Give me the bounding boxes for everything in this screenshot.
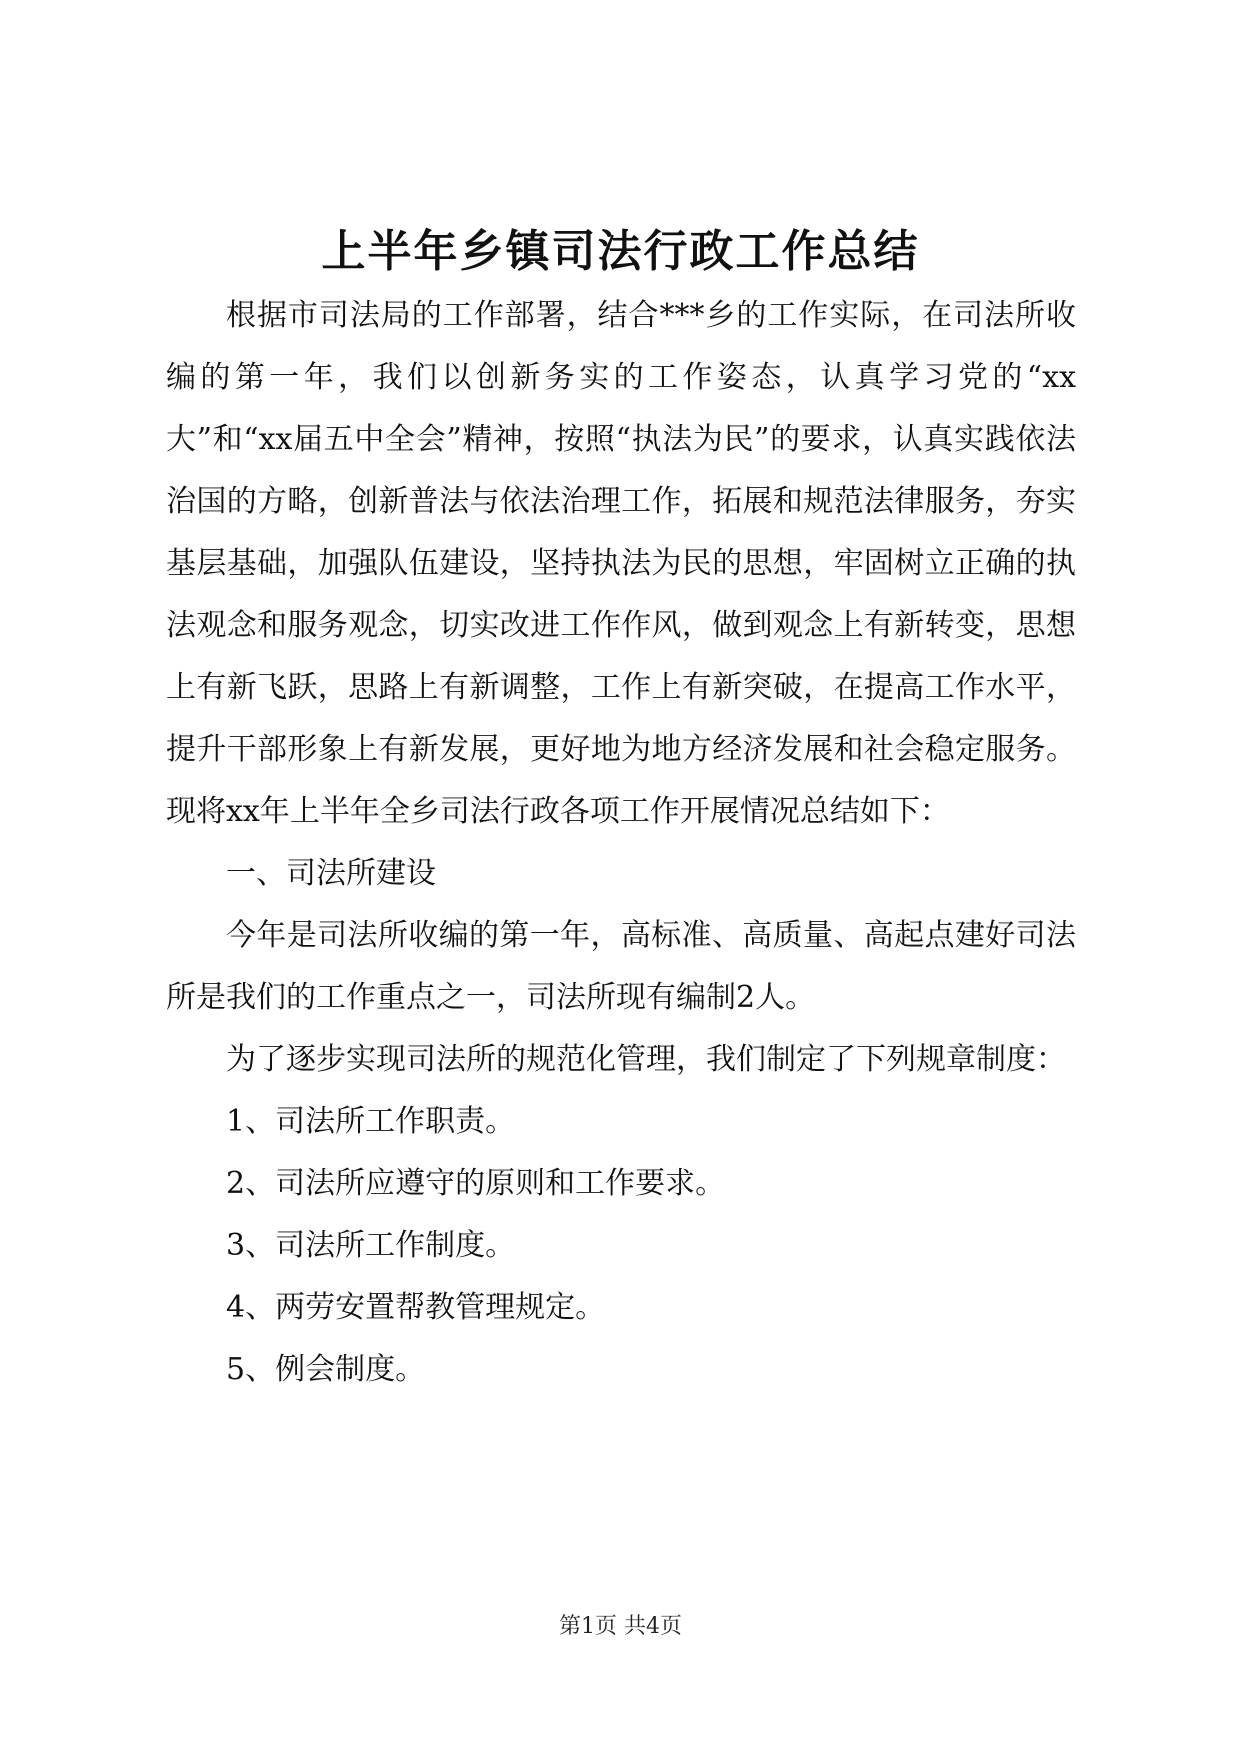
list-item: 2、司法所应遵守的原则和工作要求。 xyxy=(226,1166,726,1201)
paragraph-regulations-intro: 为了逐步实现司法所的规范化管理，我们制定了下列规章制度： xyxy=(226,1042,1066,1077)
paragraph-section-1: 今年是司法所收编的第一年，高标准、高质量、高起点建好司法所是我们的工作重点之一，司法所现有编制2人。 xyxy=(166,918,1076,1015)
section-heading-1: 一、司法所建设 xyxy=(226,856,436,891)
document-body xyxy=(166,285,1076,1401)
list-item: 4、两劳安置帮教管理规定。 xyxy=(226,1290,606,1325)
paragraph-intro: 根据市司法局的工作部署，结合***乡的工作实际，在司法所收编的第一年，我们以创新务实的工作姿态，认真学习党的“xx大”和“xx届五中全会”精神，按照“执法为民”的要求，认真实践依法治国的方略，创新普法与依法治理工作，拓展和规范法律服务，夯实基层基础，加强队伍建设，坚持执法为民的思想，牢固树立正确的执法观念和服务观念，切实改进工作作风，做到观念上有新转变，思想上有新飞跃，思路上有新调整，工作上有新突破，在提高工作水平，提升干部形象上有新发展，更好地为地方经济发展和社会稳定服务。现将xx年上半年全乡司法行政各项工作开展情况总结如下： xyxy=(166,298,1076,829)
page-number-footer: 第1页 共4页 xyxy=(559,1614,682,1639)
list-item: 3、司法所工作制度。 xyxy=(226,1228,516,1263)
list-item: 1、司法所工作职责。 xyxy=(226,1104,516,1139)
list-item: 5、例会制度。 xyxy=(226,1352,426,1387)
document-title: 上半年乡镇司法行政工作总结 xyxy=(321,226,920,277)
